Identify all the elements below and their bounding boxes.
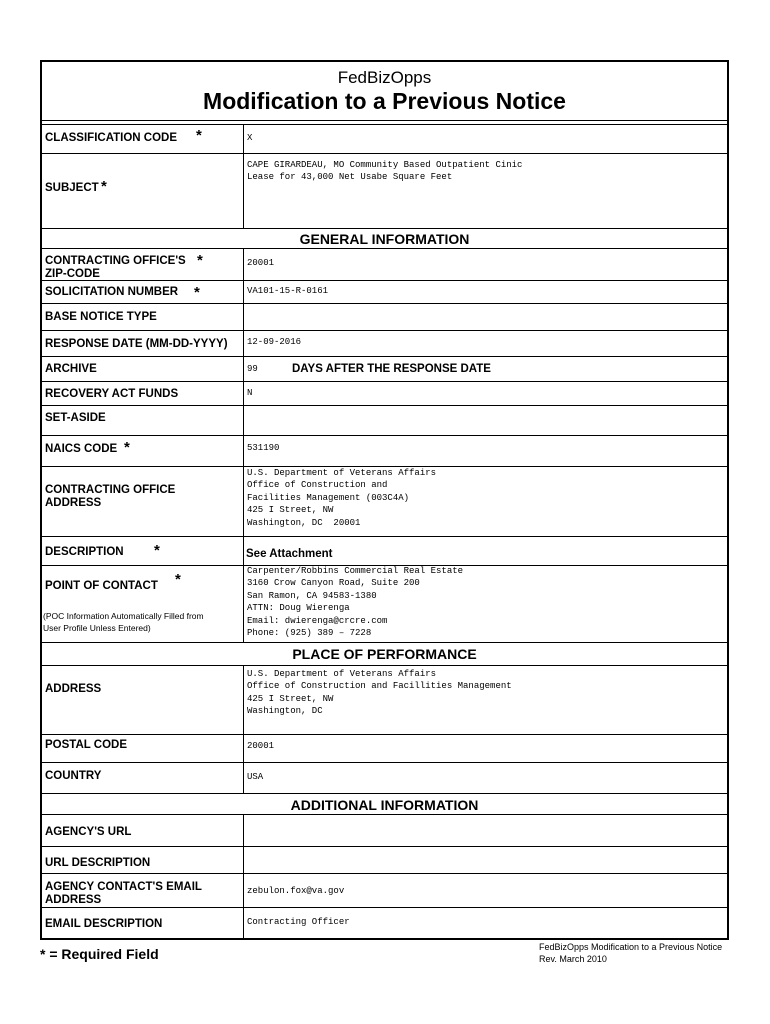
office-zip-value: 20001: [247, 258, 275, 268]
country-label: COUNTRY: [45, 770, 102, 782]
place-address-value: U.S. Department of Veterans Affairs Office of Construction and Facillities Management 425 I Street, NW Washington, DC: [247, 669, 512, 717]
place-address-label: ADDRESS: [45, 683, 102, 695]
email-description-value: Contracting Officer: [247, 917, 350, 927]
description-value: See Attachment: [246, 548, 333, 560]
recovery-act-funds-label: RECOVERY ACT FUNDS: [45, 388, 179, 400]
form-name-footer: FedBizOpps Modification to a Previous Notice: [539, 942, 723, 952]
agency-contact-email-value: zebulon.fox@va.gov: [247, 886, 345, 896]
point-of-contact-label: POINT OF CONTACT: [45, 580, 158, 592]
naics-code-value: 531190: [247, 443, 280, 453]
required-star: *: [175, 571, 181, 588]
required-star: *: [194, 284, 200, 301]
form-agency-name: FedBizOpps: [337, 68, 432, 87]
archive-value: 99: [247, 364, 258, 374]
subject-value: CAPE GIRARDEAU, MO Community Based Outpatient Cinic Lease for 43,000 Net Usabe Square Feet: [247, 160, 523, 183]
required-star: *: [124, 439, 130, 456]
postal-code-label: POSTAL CODE: [45, 739, 127, 751]
solicitation-number-value: VA101-15-R-0161: [247, 286, 329, 296]
form-title: Modification to a Previous Notice: [203, 88, 566, 114]
point-of-contact-value: Carpenter/Robbins Commercial Real Estate 3160 Crow Canyon Road, Suite 200 San Ramon, CA 94583-1380 ATTN: Doug Wierenga Email: dwierenga@crcre.com Phone: (925) 389 – 7228: [247, 566, 464, 639]
naics-code-label: NAICS CODE: [45, 443, 118, 455]
required-star: *: [101, 178, 107, 195]
subject-label: SUBJECT: [45, 182, 99, 194]
archive-label: ARCHIVE: [45, 363, 97, 375]
response-date-label: RESPONSE DATE (MM-DD-YYYY): [45, 338, 228, 350]
required-star: *: [196, 127, 202, 144]
description-label: DESCRIPTION: [45, 546, 124, 558]
notice-form: [40, 60, 729, 940]
response-date-value: 12-09-2016: [247, 337, 302, 347]
section-general-information: GENERAL INFORMATION: [299, 231, 470, 247]
section-place-of-performance: PLACE OF PERFORMANCE: [292, 646, 477, 662]
agency-contact-email-label: AGENCY CONTACT'S EMAIL ADDRESS: [45, 881, 202, 906]
base-notice-type-label: BASE NOTICE TYPE: [45, 311, 157, 323]
classification-code-value: X: [247, 133, 253, 143]
classification-code-label: CLASSIFICATION CODE: [45, 132, 178, 144]
office-address-label: CONTRACTING OFFICE ADDRESS: [45, 484, 176, 509]
email-description-label: EMAIL DESCRIPTION: [45, 918, 163, 930]
recovery-act-funds-value: N: [247, 388, 253, 398]
postal-code-value: 20001: [247, 741, 275, 751]
form-revision: Rev. March 2010: [539, 954, 607, 964]
set-aside-label: SET-ASIDE: [45, 412, 106, 424]
office-address-value: U.S. Department of Veterans Affairs Office of Construction and Facilities Management (003C4A) 425 I Street, NW Washington, DC 20001: [247, 468, 437, 528]
solicitation-number-label: SOLICITATION NUMBER: [45, 286, 179, 298]
point-of-contact-note: (POC Information Automatically Filled from User Profile Unless Entered): [43, 611, 204, 633]
required-field-legend: * = Required Field: [40, 946, 159, 962]
country-value: USA: [247, 772, 264, 782]
office-zip-label: CONTRACTING OFFICE'S ZIP-CODE: [45, 255, 186, 280]
required-star: *: [154, 542, 160, 559]
archive-suffix: DAYS AFTER THE RESPONSE DATE: [292, 363, 491, 375]
section-additional-information: ADDITIONAL INFORMATION: [290, 797, 479, 813]
url-description-label: URL DESCRIPTION: [45, 857, 151, 869]
required-star: *: [197, 252, 203, 269]
agency-url-label: AGENCY'S URL: [45, 826, 132, 838]
